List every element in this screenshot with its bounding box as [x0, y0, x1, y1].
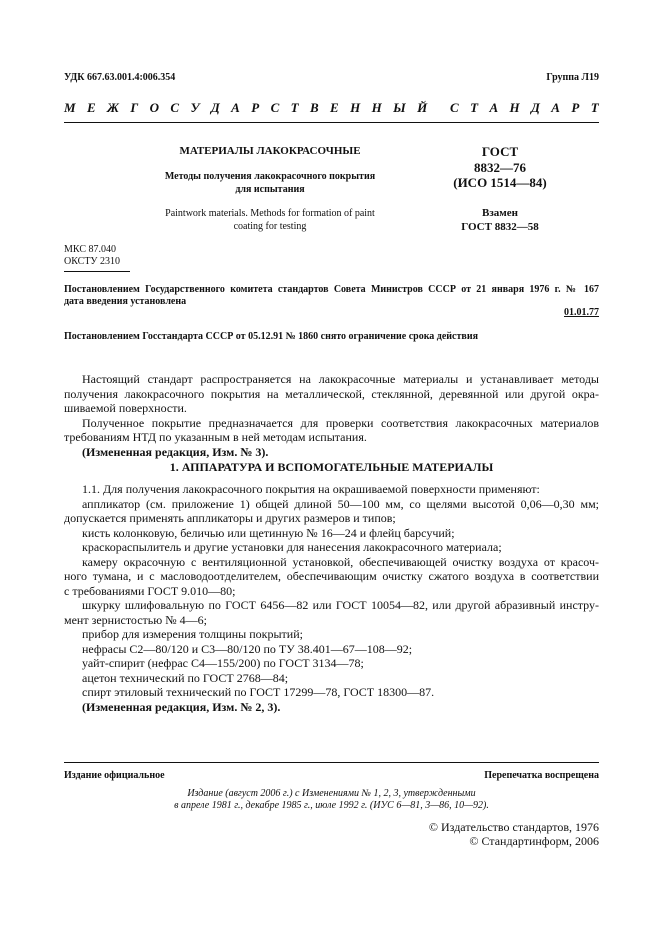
interstate-letter: Ы	[393, 100, 406, 115]
section1-edit-note: (Измененная редакция, Изм. № 2, 3).	[82, 699, 281, 714]
section1-line: камеру окрасочную с вентиляционной установкой, обеспечивающей очистку воздуха от красоч-	[82, 554, 599, 569]
section1-line: прибор для измерения толщины покрытий;	[82, 627, 303, 641]
interstate-letter: Н	[371, 100, 382, 115]
interstate-letter: М	[64, 100, 76, 115]
copyright-publisher: © Издательство стандартов, 1976	[428, 820, 599, 834]
interstate-letter: А	[231, 100, 240, 115]
gost-number: 8832—76	[474, 160, 526, 175]
title-main: МАТЕРИАЛЫ ЛАКОКРАСОЧНЫЕ	[179, 145, 361, 157]
interstate-letter: Р	[571, 100, 580, 115]
interstate-letter: С	[450, 100, 459, 115]
title-en-line2: coating for testing	[233, 221, 307, 232]
replaces-label: Взамен	[482, 207, 518, 219]
intro-p1-line2: получения лакокрасочного покрытия на металлической, стеклянной, деревянной или другой окра-	[64, 386, 599, 401]
section1-line: кисть колонковую, беличью или щетинную № 16—24 и флейц барсучий;	[82, 525, 455, 540]
interstate-letter: Г	[130, 100, 139, 115]
section1-line: допускается применять аппликаторы и других размеров и типов;	[64, 511, 396, 525]
codes-rule	[64, 271, 130, 272]
interstate-letter: У	[190, 100, 200, 115]
introduction-date: 01.01.77	[564, 307, 599, 318]
section1-title: 1. АППАРАТУРА И ВСПОМОГАТЕЛЬНЫЕ МАТЕРИАЛЫ	[169, 460, 494, 474]
section1-line: шкурку шлифовальную по ГОСТ 6456—82 или ГОСТ 10054—82, или другой абразивный инстру-	[82, 598, 599, 612]
udk-code: УДК 667.63.001.4:006.354	[64, 72, 176, 83]
interstate-letter: А	[551, 100, 560, 115]
title-en-line1: Paintwork materials. Methods for formation of paint	[165, 208, 375, 219]
replaces-gost: ГОСТ 8832—58	[461, 221, 539, 233]
interstate-letter: С	[270, 100, 280, 115]
interstate-standard-heading	[64, 100, 599, 116]
interstate-letter: А	[489, 100, 499, 115]
section1-body	[64, 482, 599, 714]
intro-p2-line2: требованиям НТД по указанным в ней методам испытания.	[64, 430, 367, 444]
section1-line: мент зернистостью № 4—6;	[64, 612, 207, 627]
interstate-letter: Т	[290, 100, 299, 115]
decree-line2: дата введения установлена	[64, 296, 187, 307]
interstate-letter: О	[149, 100, 159, 115]
footer-rule	[64, 762, 599, 763]
interstate-letter: Д	[531, 100, 540, 115]
group-code: Группа Л19	[546, 72, 599, 83]
header-rule	[64, 122, 599, 123]
copyright-standartinform: © Стандартинформ, 2006	[469, 834, 599, 848]
section1-line: спирт этиловый технический по ГОСТ 17299—78, ГОСТ 18300—87.	[82, 685, 435, 699]
interstate-letter: Т	[590, 100, 599, 115]
official-edition: Издание официальное	[64, 770, 165, 781]
interstate-letter: Д	[210, 100, 220, 115]
gost-label: ГОСТ	[481, 144, 519, 159]
interstate-letter: Т	[470, 100, 479, 115]
section1-line: краскораспылитель и другие установки для нанесения лакокрасочного материала;	[82, 540, 502, 554]
edition-info-line1: Издание (август 2006 г.) с Изменениями № 1, 2, 3, утвержденными	[187, 788, 476, 799]
section1-line: ацетон технический по ГОСТ 2768—84;	[82, 670, 289, 685]
section1-line: с требованиями ГОСТ 9.010—80;	[64, 583, 236, 598]
intro-p1-line3: шиваемой поверхности.	[64, 401, 187, 415]
edition-info-line2: в апреле 1981 г., декабре 1985 г., июле 1992 г. (ИУС 6—81, 3—86, 10—92).	[174, 800, 489, 811]
section1-line: аппликатор (см. приложение 1) общей длиной 50—100 мм, со щелями высотой 0,06—0,30 мм;	[82, 496, 599, 511]
gost-iso: (ИСО 1514—84)	[453, 175, 547, 190]
reprint-forbidden: Перепечатка воспрещена	[484, 770, 599, 781]
title-sub-line2: для испытания	[235, 184, 305, 195]
interstate-letter: Е	[330, 100, 339, 115]
interstate-letter: Н	[350, 100, 361, 115]
interstate-letter: С	[170, 100, 180, 115]
limit-removed-note: Постановлением Госстандарта СССР от 05.12.91 № 1860 снято ограничение срока действия	[64, 331, 478, 342]
intro-p2-line1: Полученное покрытие предназначается для проверки соответствия лакокрасочных материалов	[82, 415, 599, 430]
intro-edit-note: (Измененная редакция, Изм. № 3).	[82, 444, 269, 459]
interstate-letter: Р	[251, 100, 260, 115]
intro-p1-line1: Настоящий стандарт распространяется на лакокрасочные материалы и устанавливает методы	[82, 372, 599, 386]
section1-line: ного тумана, и с масловодоотделителем, обеспечивающим очистку сжатого воздуха в соответствии	[64, 569, 599, 583]
mks-code: МКС 87.040	[64, 244, 116, 255]
interstate-letter: Й	[417, 100, 428, 115]
decree-line1: Постановлением Государственного комитета стандартов Совета Министров СССР от 21 января 1976 г. № 167	[64, 284, 599, 295]
intro-text	[64, 372, 599, 459]
title-sub-line1: Методы получения лакокрасочного покрытия	[164, 171, 376, 182]
interstate-letter: В	[309, 100, 319, 115]
section1-line: нефрасы С2—80/120 и С3—80/120 по ТУ 38.401—67—108—92;	[82, 641, 413, 656]
interstate-letter: Н	[509, 100, 520, 115]
interstate-letter: Е	[86, 100, 96, 115]
interstate-letter: Ж	[107, 100, 119, 115]
okstu-code: ОКСТУ 2310	[64, 256, 121, 267]
section1-line: 1.1. Для получения лакокрасочного покрытия на окрашиваемой поверхности применяют:	[82, 482, 540, 496]
section1-line: уайт-спирит (нефрас С4—155/200) по ГОСТ 3134—78;	[82, 656, 364, 670]
